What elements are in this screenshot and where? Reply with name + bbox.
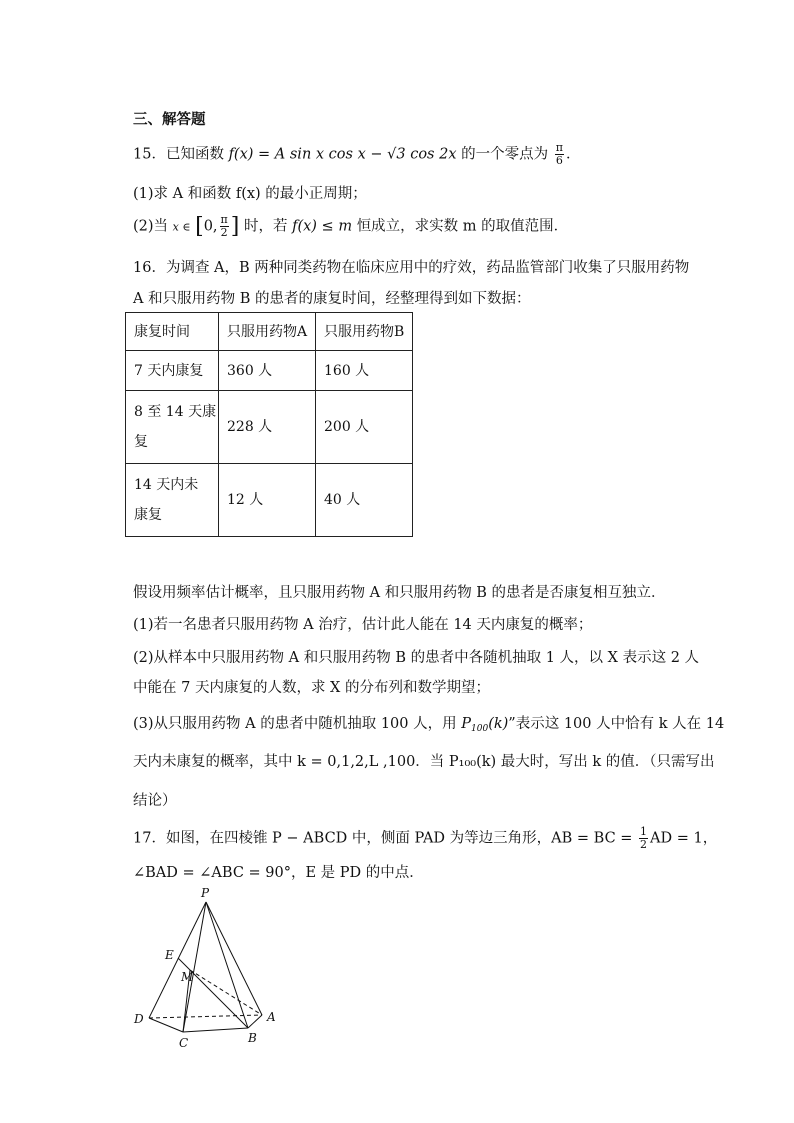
table-header: 只服用药物A [219,313,316,351]
label-D: D [134,1012,144,1026]
table-cell: 7 天内康复 [126,351,219,391]
right-bracket: ] [230,213,240,239]
table-row [126,351,413,391]
section-title: 三、解答题 [133,112,206,128]
q17-fraction: $\frac{1}{2}$ [640,825,648,851]
q16-part3-line2: 天内未康复的概率，其中 k = 0,1,2,L ,100．当 P₁₀₀(k) 最大时，写出 k 的值．（只需写出 [133,754,715,770]
q16-number: 16 [133,260,152,276]
table-cell: 228 人 [219,391,316,464]
label-E: E [165,948,174,962]
q17-stem-line2: ∠BAD = ∠ABC = 90°，E 是 PD 的中点． [133,865,424,881]
q17-stem-line1: 17．如图，在四棱锥 P − ABCD 中，侧面 PAD 为等边三角形，AB = BC = $\frac{1}{2}$ AD = 1， [133,825,718,851]
edge-MB [190,970,248,1028]
table-cell: 8 至 14 天康 复 [126,391,219,464]
q16-part3-line1: (3)从只服用药物 A 的患者中随机抽取 100 人，用 $P_{100}(k)$”表示这 100 人中恰有 k 人在 14 [133,716,725,734]
table-header-row [126,313,413,351]
table-cell: 12 人 [219,464,316,537]
q15-zero-fraction: $\frac{\pi}{6}$ [555,141,563,167]
label-B: B [248,1031,257,1045]
p100-symbol: $P_{100}(k)$ [461,716,509,734]
q16-stem-line2: A 和只服用药物 B 的患者的康复时间，经整理得到如下数据： [133,291,531,307]
label-P: P [201,886,210,900]
q15-stem: 15．已知函数 f(x) = A sin x cos x − √3 cos 2x 的一个零点为 $\frac{\pi}{6}$ ． [133,141,581,167]
table-cell: 160 人 [316,351,413,391]
edge-BA [248,1015,262,1028]
label-C: C [179,1036,189,1050]
q16-part1: (1)若一名患者只服用药物 A 治疗，估计此人能在 14 天内康复的概率； [133,617,593,633]
q16-part2-line1: (2)从样本中只服用药物 A 和只服用药物 B 的患者中各随机抽取 1 人，以 X 表示这 2 人 [133,650,700,666]
q16-part2-line2: 中能在 7 天内康复的人数，求 X 的分布列和数学期望； [133,680,490,696]
q15-part2: (2)当 x ∈ [0, $\frac{\pi}{2}$ ] 时，若 f(x) ≤ m 恒成立，求实数 m 的取值范围． [133,213,569,239]
table-cell: 360 人 [219,351,316,391]
q15-number: 15 [133,146,152,163]
table-cell: 14 天内未 康复 [126,464,219,537]
q17-number: 17 [133,830,152,847]
label-M: M [181,970,194,984]
edge-DA [149,1015,262,1018]
label-A: A [267,1010,276,1024]
edge-EM [178,958,190,970]
edge-CB [183,1028,248,1032]
recovery-table [125,312,413,537]
table-row [126,464,413,537]
left-bracket: [ [195,213,204,239]
q15-interval-fraction: $\frac{\pi}{2}$ [220,213,228,239]
q16-stem-line1: 16．为调查 A，B 两种同类药物在临床应用中的疗效，药品监管部门收集了只服用药物 [133,260,690,276]
table-cell: 40 人 [316,464,413,537]
q16-part3-line3: 结论） [133,793,177,809]
table-header: 康复时间 [126,313,219,351]
edge-PB [206,902,248,1028]
edge-PD [149,902,206,1018]
table-cell: 200 人 [316,391,413,464]
q15-function: f(x) = A sin x cos x − √3 cos 2x [228,146,457,163]
edge-DC [149,1018,183,1032]
table-row [126,391,413,464]
pyramid-figure [128,884,288,1054]
q15-part1: (1)求 A 和函数 f(x) 的最小正周期； [133,186,367,202]
q16-assumption: 假设用频率估计概率，且只服用药物 A 和只服用药物 B 的患者是否康复相互独立． [133,585,666,601]
table-header: 只服用药物B [316,313,413,351]
